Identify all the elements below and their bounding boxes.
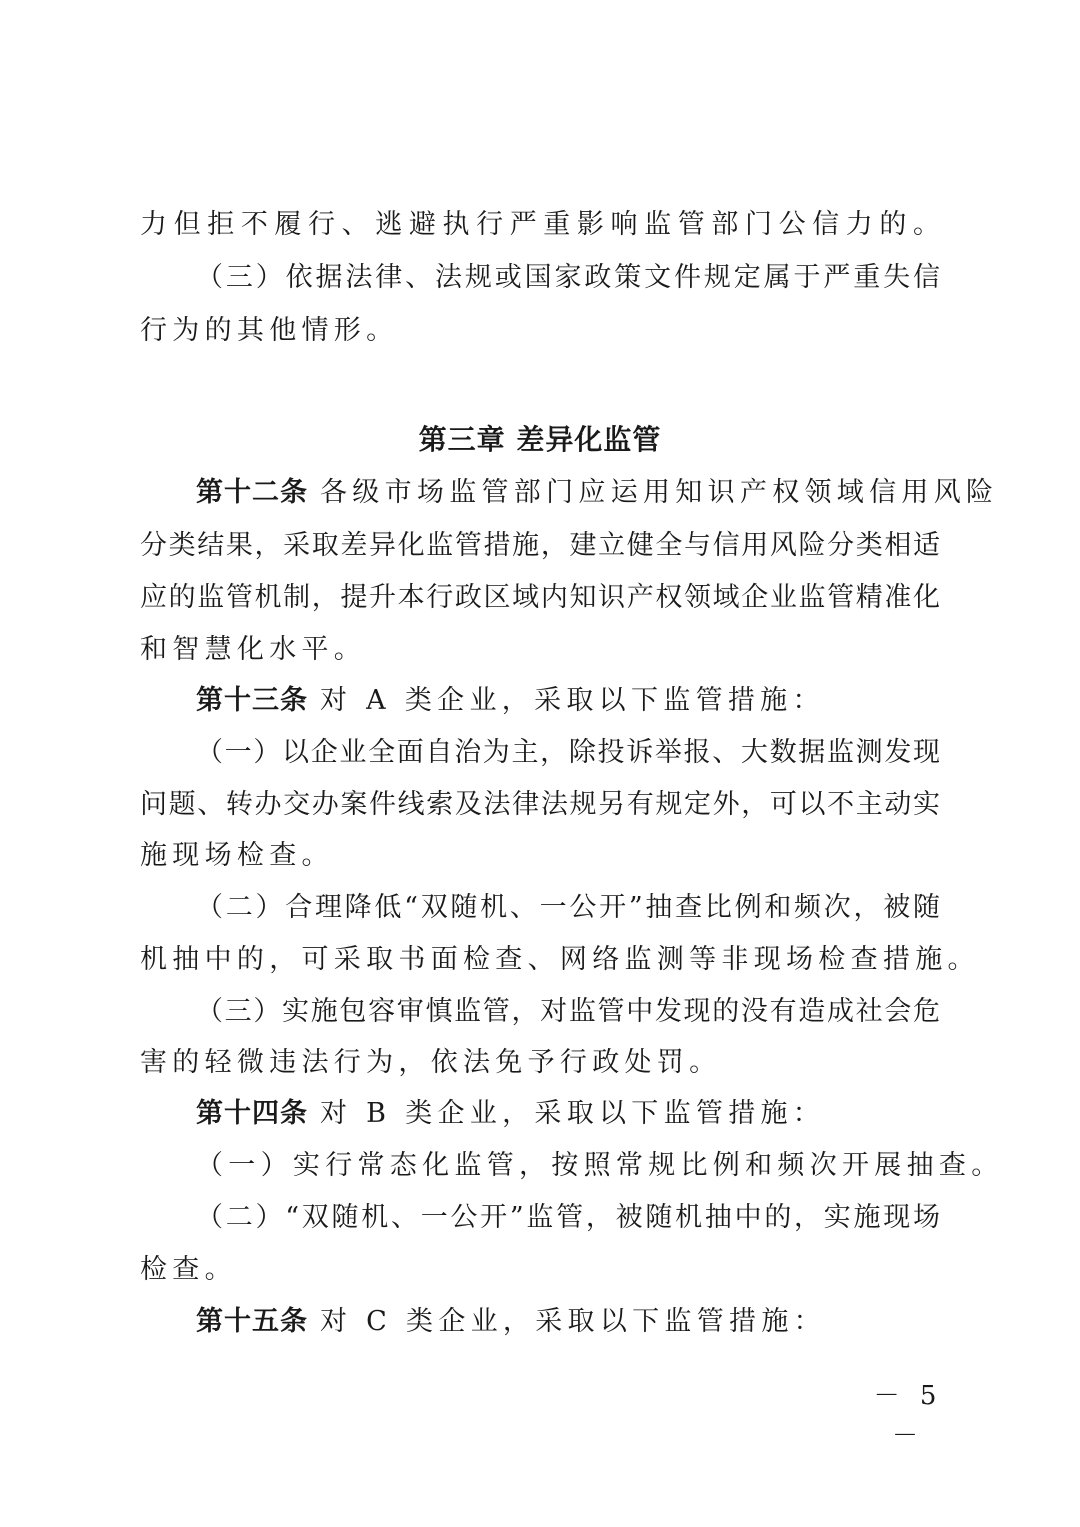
paragraph-line: 应的监管机制，提升本行政区域内知识产权领域企业监管精准化 <box>140 582 940 613</box>
paragraph-line: 施现场检查。 <box>140 840 334 871</box>
article-label: 第十五条 <box>196 1306 308 1337</box>
article-first-line <box>196 681 940 721</box>
paragraph-line: （二）合理降低“双随机、一公开”抽查比例和频次，被随 <box>196 892 940 923</box>
article-text: 对 C 类企业，采取以下监管措施： <box>320 1306 826 1337</box>
article-label: 第十二条 <box>196 477 308 508</box>
paragraph-line: （一）以企业全面自治为主，除投诉举报、大数据监测发现 <box>196 737 940 768</box>
paragraph-line: （一）实行常态化监管，按照常规比例和频次开展抽查。 <box>196 1150 1004 1181</box>
paragraph-line: （三）依据法律、法规或国家政策文件规定属于严重失信 <box>196 262 940 293</box>
article-text: 对 A 类企业，采取以下监管措施： <box>320 685 825 716</box>
paragraph-line: 机抽中的，可采取书面检查、网络监测等非现场检查措施。 <box>140 944 980 975</box>
article-first-line <box>196 473 999 513</box>
paragraph-line: 检查。 <box>140 1254 237 1285</box>
page-number: － 5 － <box>873 1381 943 1451</box>
paragraph-line: 问题、转办交办案件线索及法律法规另有规定外，可以不主动实 <box>140 789 940 820</box>
paragraph-line: 害的轻微违法行为，依法免予行政处罚。 <box>140 1047 722 1078</box>
paragraph-line: 力但拒不履行、逃避执行严重影响监管部门公信力的。 <box>140 209 940 240</box>
paragraph-line: （三）实施包容审慎监管，对监管中发现的没有造成社会危 <box>196 996 940 1027</box>
paragraph-line: 行为的其他情形。 <box>140 315 399 346</box>
article-text: 对 B 类企业，采取以下监管措施： <box>320 1098 826 1129</box>
chapter-title: 第三章 差异化监管 <box>418 423 662 456</box>
article-text: 各级市场监管部门应运用知识产权领域信用风险 <box>320 477 999 508</box>
paragraph-line: 分类结果，采取差异化监管措施，建立健全与信用风险分类相适 <box>140 530 940 561</box>
article-label: 第十三条 <box>196 685 308 716</box>
article-first-line <box>196 1302 940 1342</box>
paragraph-line: 和智慧化水平。 <box>140 634 367 665</box>
paragraph-line: （二）“双随机、一公开”监管，被随机抽中的，实施现场 <box>196 1202 940 1233</box>
article-label: 第十四条 <box>196 1098 308 1129</box>
article-first-line <box>196 1094 940 1134</box>
